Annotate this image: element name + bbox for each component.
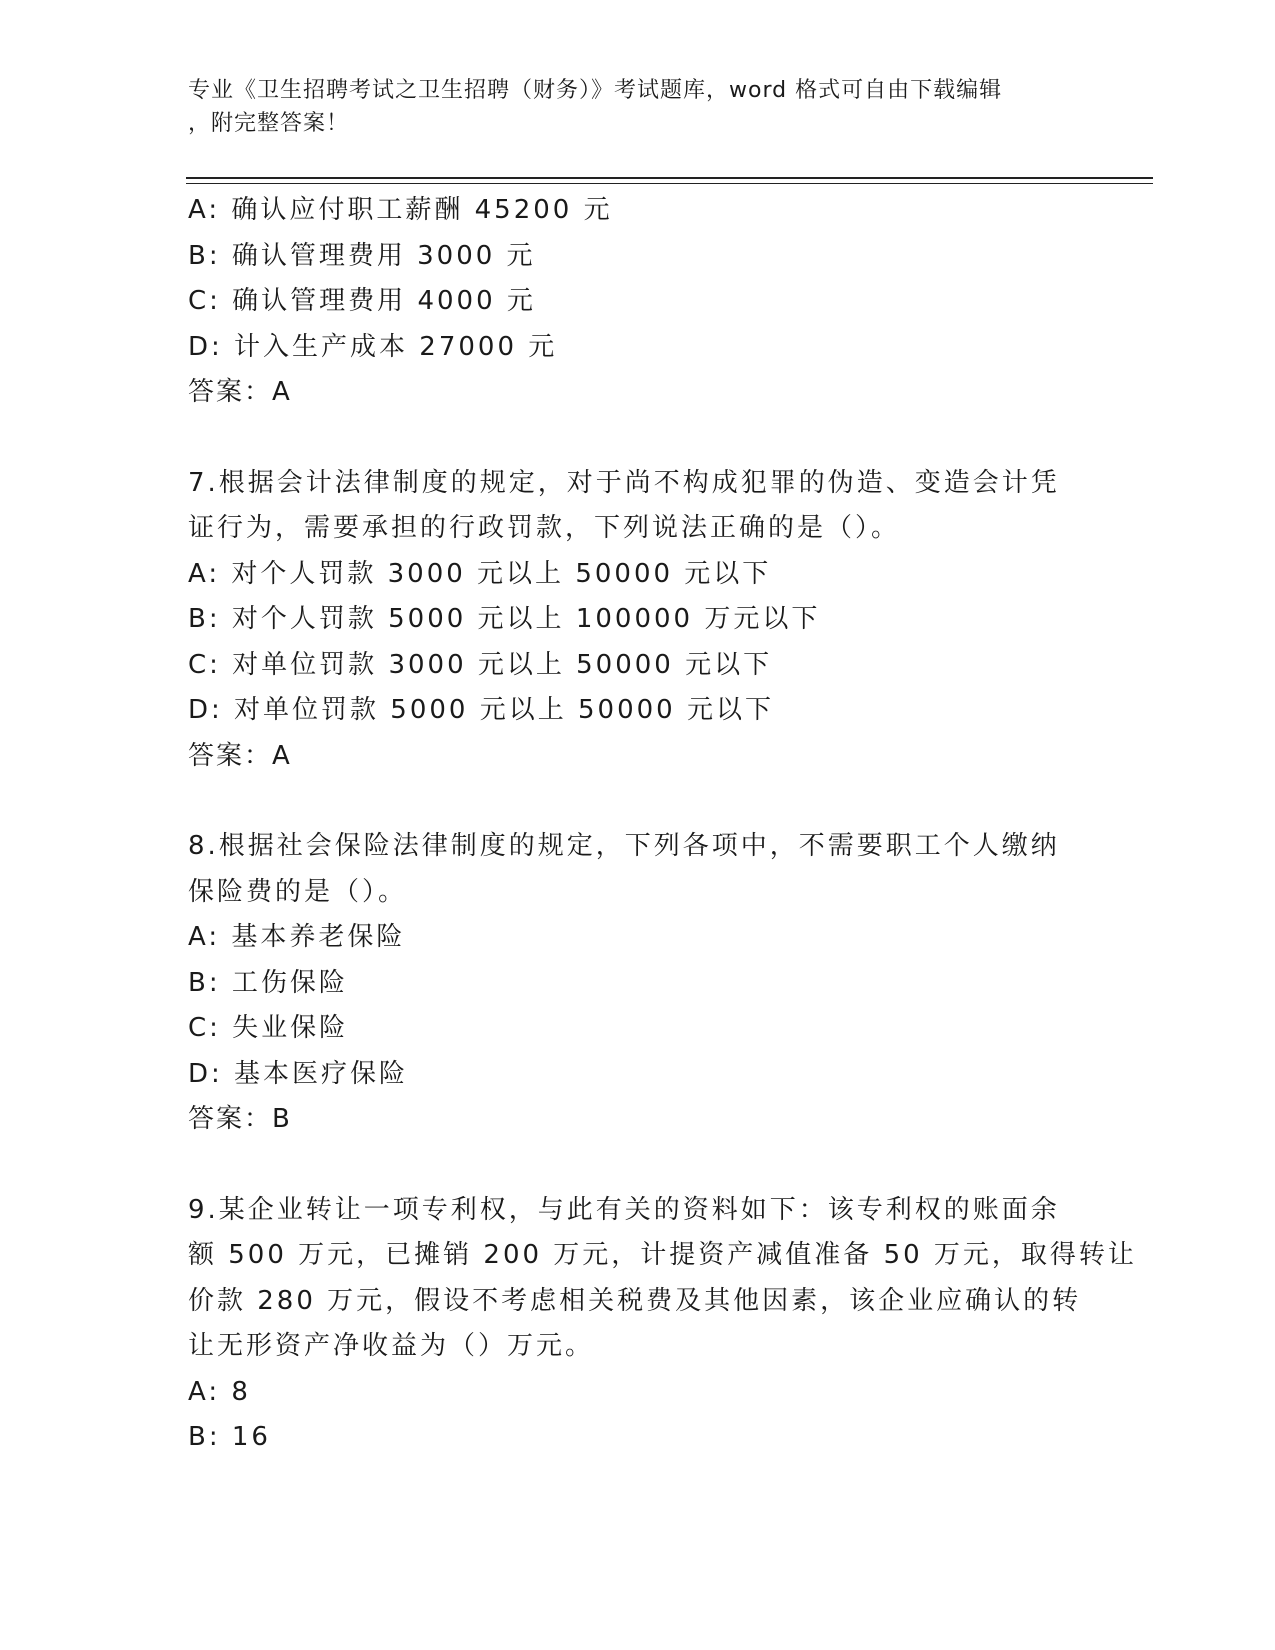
question-stem-line: 额 500 万元，已摊销 200 万元，计提资产减值准备 50 万元，取得转让 bbox=[188, 1240, 1137, 1270]
question-stem-line: 让无形资产净收益为（）万元。 bbox=[188, 1331, 595, 1361]
question-8 bbox=[188, 824, 1088, 1143]
header-line-1: 专业《卫生招聘考试之卫生招聘（财务）》考试题库，word 格式可自由下载编辑 bbox=[188, 78, 1003, 103]
option-b: B: 16 bbox=[188, 1422, 271, 1452]
spacer bbox=[188, 779, 1088, 824]
header-rule-thick bbox=[186, 177, 1153, 179]
header-line-2: ，附完整答案！ bbox=[188, 111, 350, 136]
option-a: A: 基本养老保险 bbox=[188, 922, 406, 952]
option-a: A: 确认应付职工薪酬 45200 元 bbox=[188, 195, 613, 225]
option-b: B: 确认管理费用 3000 元 bbox=[188, 240, 536, 271]
answer: 答案：B bbox=[188, 1104, 292, 1134]
question-stem-line: 保险费的是（）。 bbox=[188, 876, 408, 907]
option-d: D: 对单位罚款 5000 元以上 50000 元以下 bbox=[188, 695, 774, 725]
option-c: C: 失业保险 bbox=[188, 1013, 349, 1043]
spacer bbox=[188, 1143, 1088, 1188]
spacer bbox=[188, 416, 1088, 461]
question-stem-line: 价款 280 万元，假设不考虑相关税费及其他因素，该企业应确认的转 bbox=[188, 1285, 1082, 1316]
option-a: A: 8 bbox=[188, 1376, 251, 1407]
option-b: B: 工伤保险 bbox=[188, 967, 348, 998]
question-stem-line: 9.某企业转让一项专利权，与此有关的资料如下：该专利权的账面余 bbox=[188, 1194, 1060, 1225]
option-b: B: 对个人罚款 5000 元以上 100000 万元以下 bbox=[188, 604, 821, 634]
header-rule-thin bbox=[186, 183, 1153, 184]
answer: 答案：A bbox=[188, 740, 292, 771]
question-9 bbox=[188, 1188, 1137, 1461]
option-d: D: 基本医疗保险 bbox=[188, 1058, 409, 1089]
option-c: C: 对单位罚款 3000 元以上 50000 元以下 bbox=[188, 649, 773, 680]
question-stem-line: 8.根据社会保险法律制度的规定，下列各项中，不需要职工个人缴纳 bbox=[188, 831, 1060, 861]
question-stem-line: 7.根据会计法律制度的规定，对于尚不构成犯罪的伪造、变造会计凭 bbox=[188, 467, 1060, 498]
option-c: C: 确认管理费用 4000 元 bbox=[188, 286, 536, 316]
document-header bbox=[188, 74, 1088, 140]
question-6 bbox=[188, 188, 1088, 416]
question-7 bbox=[188, 461, 1088, 780]
answer: 答案：A bbox=[188, 377, 292, 407]
question-list bbox=[188, 188, 1137, 1461]
question-stem-line: 证行为，需要承担的行政罚款，下列说法正确的是（）。 bbox=[188, 513, 901, 543]
option-d: D: 计入生产成本 27000 元 bbox=[188, 331, 558, 362]
option-a: A: 对个人罚款 3000 元以上 50000 元以下 bbox=[188, 558, 772, 589]
